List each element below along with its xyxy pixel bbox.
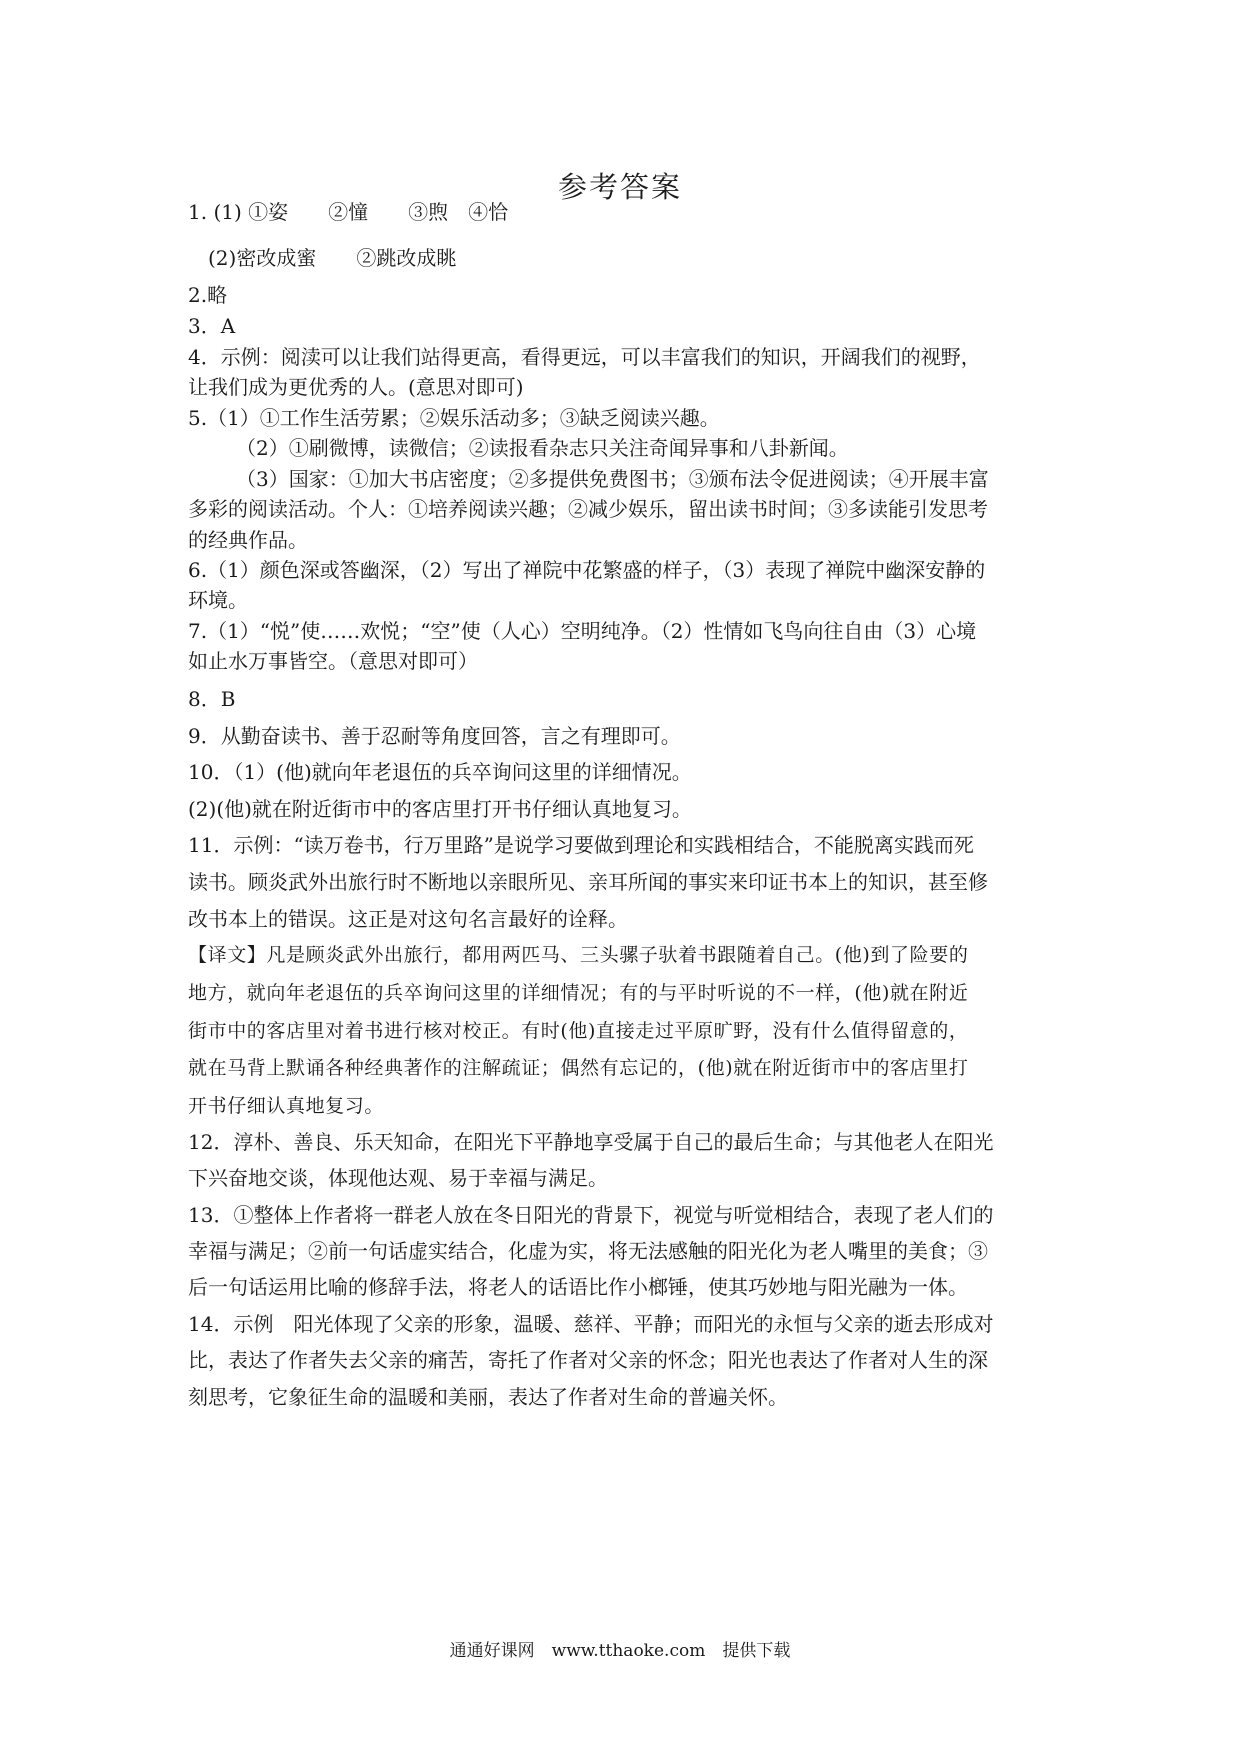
translation-line: 地方，就向年老退伍的兵卒询问这里的详细情况；有的与平时听说的不一样，(他)就在附近	[188, 982, 969, 1004]
answer-line: 刻思考，它象征生命的温暖和美丽，表达了作者对生命的普遍关怀。	[188, 1385, 788, 1409]
answer-line: 4．示例：阅渎可以让我们站得更高，看得更远，可以丰富我们的知识，开阔我们的视野，	[188, 345, 981, 369]
answer-line: 10．（1）(他)就向年老退伍的兵卒询问这里的详细情况。	[188, 760, 692, 784]
answer-line: 8．B	[188, 687, 236, 711]
answer-line: 幸福与满足；②前一句话虚实结合，化虚为实，将无法感触的阳光化为老人嘴里的美食；③	[188, 1239, 988, 1263]
answer-line: (2)(他)就在附近街市中的客店里打开书仔细认真地复习。	[188, 797, 692, 821]
answer-line: 改书本上的错误。这正是对这句名言最好的诠释。	[188, 907, 628, 931]
answer-line: 14．示例 阳光体现了父亲的形象，温暖、慈祥、平静；而阳光的永恒与父亲的逝去形成对	[188, 1312, 994, 1336]
answer-line: 的经典作品。	[188, 528, 308, 552]
answer-line: 12．淳朴、善良、乐天知命，在阳光下平静地享受属于自己的最后生命；与其他老人在阳光	[188, 1130, 994, 1154]
translation-line: 就在马背上默诵各种经典著作的注解疏证；偶然有忘记的，(他)就在附近街市中的客店里打	[188, 1057, 969, 1079]
answer-line: 9．从勤奋读书、善于忍耐等角度回答，言之有理即可。	[188, 724, 681, 748]
answer-line: 1. (1) ①姿 ②憧 ③煦 ④恰	[188, 200, 509, 224]
answer-line: 比，表达了作者失去父亲的痛苦，寄托了作者对父亲的怀念；阳光也表达了作者对人生的深	[188, 1348, 988, 1372]
answer-line: 3．A	[188, 314, 236, 338]
answer-line: 读书。顾炎武外出旅行时不断地以亲眼所见、亲耳所闻的事实来印证书本上的知识，甚至修	[188, 870, 988, 894]
answer-line: （3）国家：①加大书店密度；②多提供免费图书；③颁布法令促进阅读；④开展丰富	[236, 467, 989, 491]
answer-line: 6.（1）颜色深或答幽深，（2）写出了禅院中花繁盛的样子，（3）表现了禅院中幽深安静的	[188, 558, 986, 582]
answer-line: 7.（1）“悦”使……欢悦；“空”使（人心）空明纯净。（2）性情如飞鸟向往自由（3）心境	[188, 619, 977, 643]
footer-download-note: 通通好课网 www.tthaoke.com 提供下载	[449, 1641, 791, 1661]
answer-line: (2)密改成蜜 ②跳改成眺	[208, 246, 457, 270]
answer-line: 11．示例：“读万卷书，行万里路”是说学习要做到理论和实践相结合，不能脱离实践而死	[188, 833, 974, 857]
translation-line: 开书仔细认真地复习。	[188, 1095, 385, 1117]
answer-line: （2）①刷微博，读微信；②读报看杂志只关注奇闻异事和八卦新闻。	[236, 436, 849, 460]
translation-line: 【译文】凡是顾炎武外出旅行，都用两匹马、三头骡子驮着书跟随着自己。(他)到了险要的	[188, 944, 969, 966]
translation-line: 街市中的客店里对着书进行核对校正。有时(他)直接走过平原旷野，没有什么值得留意的，	[188, 1020, 969, 1042]
answer-line: 让我们成为更优秀的人。(意思对即可)	[188, 375, 524, 399]
answer-line: 后一句话运用比喻的修辞手法，将老人的话语比作小榔锤，使其巧妙地与阳光融为一体。	[188, 1275, 968, 1299]
answer-line: 环境。	[188, 588, 248, 612]
answer-line: 如止水万事皆空。（意思对即可）	[188, 649, 478, 673]
answer-line: 5.（1）①工作生活劳累；②娱乐活动多；③缺乏阅读兴趣。	[188, 406, 720, 430]
answer-line: 多彩的阅读活动。个人：①培养阅读兴趣；②减少娱乐，留出读书时间；③多读能引发思考	[188, 497, 988, 521]
page-title: 参考答案	[557, 170, 682, 204]
answer-line: 2.略	[188, 283, 228, 307]
answer-line: 下兴奋地交谈，体现他达观、易于幸福与满足。	[188, 1166, 608, 1190]
answer-line: 13．①整体上作者将一群老人放在冬日阳光的背景下，视觉与听觉相结合，表现了老人们的	[188, 1203, 994, 1227]
